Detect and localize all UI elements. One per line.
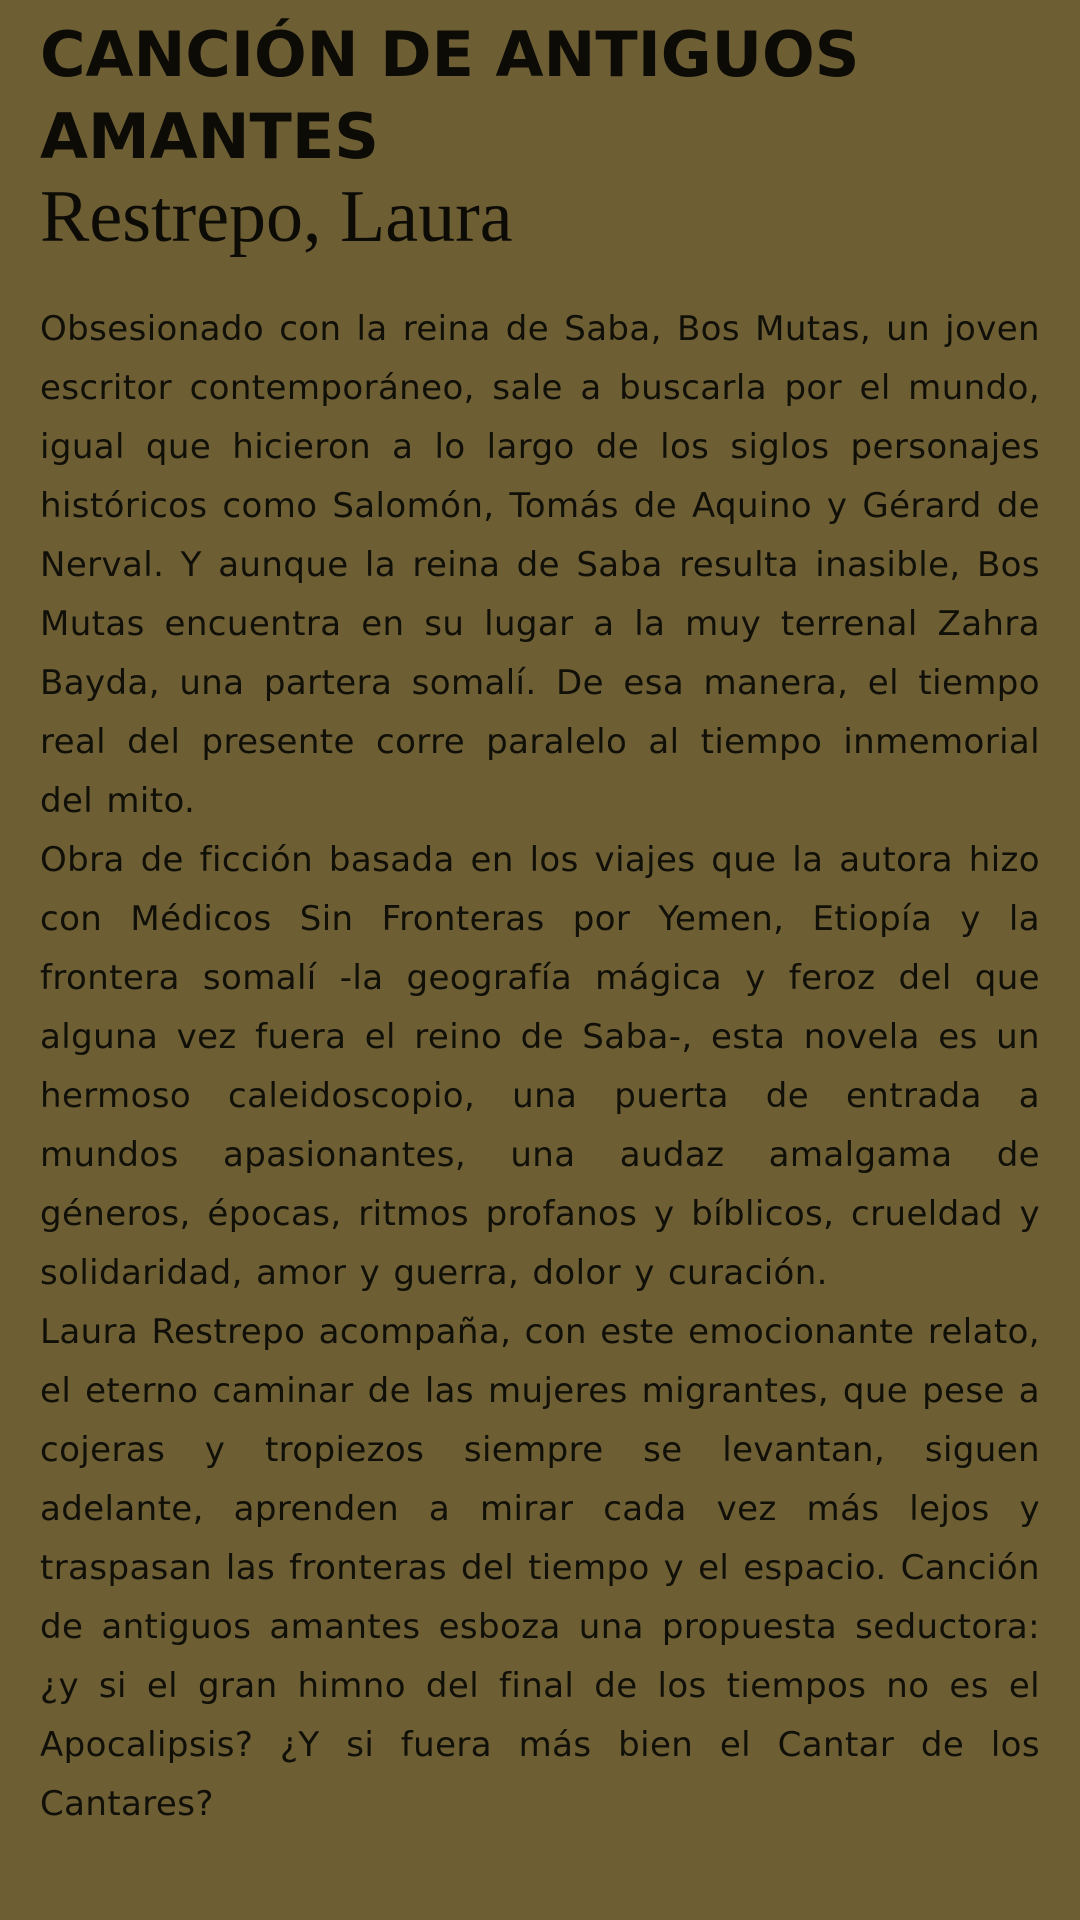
- synopsis-paragraph: Obra de ficción basada en los viajes que la autora hizo con Médicos Sin Fronteras por Yemen, Etiopía y la frontera somalí -la geografía mágica y feroz del que alguna vez fuera el reino de Saba-, esta novela es un hermoso caleidoscopio, una puerta de entrada a mundos apasionantes, una audaz amalgama de géneros, épocas, ritmos profanos y bíblicos, crueldad y solidaridad, amor y guerra, dolor y curación.: [40, 840, 1040, 1293]
- synopsis-paragraph: Obsesionado con la reina de Saba, Bos Mutas, un joven escritor contemporáneo, sale a buscarla por el mundo, igual que hicieron a lo largo de los siglos personajes históricos como Salomón, Tomás de Aquino y Gérard de Nerval. Y aunque la reina de Saba resulta inasible, Bos Mutas encuentra en su lugar a la muy terrenal Zahra Bayda, una partera somalí. De esa manera, el tiempo real del presente corre paralelo al tiempo inmemorial del mito.: [40, 309, 1040, 821]
- book-synopsis: [40, 300, 1040, 1834]
- book-author: Restrepo, Laura: [40, 176, 513, 258]
- synopsis-paragraph: Laura Restrepo acompaña, con este emocionante relato, el eterno caminar de las mujeres migrantes, que pese a cojeras y tropiezos siempre se levantan, siguen adelante, aprenden a mirar cada vez más lejos y traspasan las fronteras del tiempo y el espacio. Canción de antiguos amantes esboza una propuesta seductora: ¿y si el gran himno del final de los tiempos no es el Apocalipsis? ¿Y si fuera más bien el Cantar de los Cantares?: [40, 1312, 1040, 1824]
- book-title: CANCIÓN DE ANTIGUOS AMANTES: [40, 18, 860, 173]
